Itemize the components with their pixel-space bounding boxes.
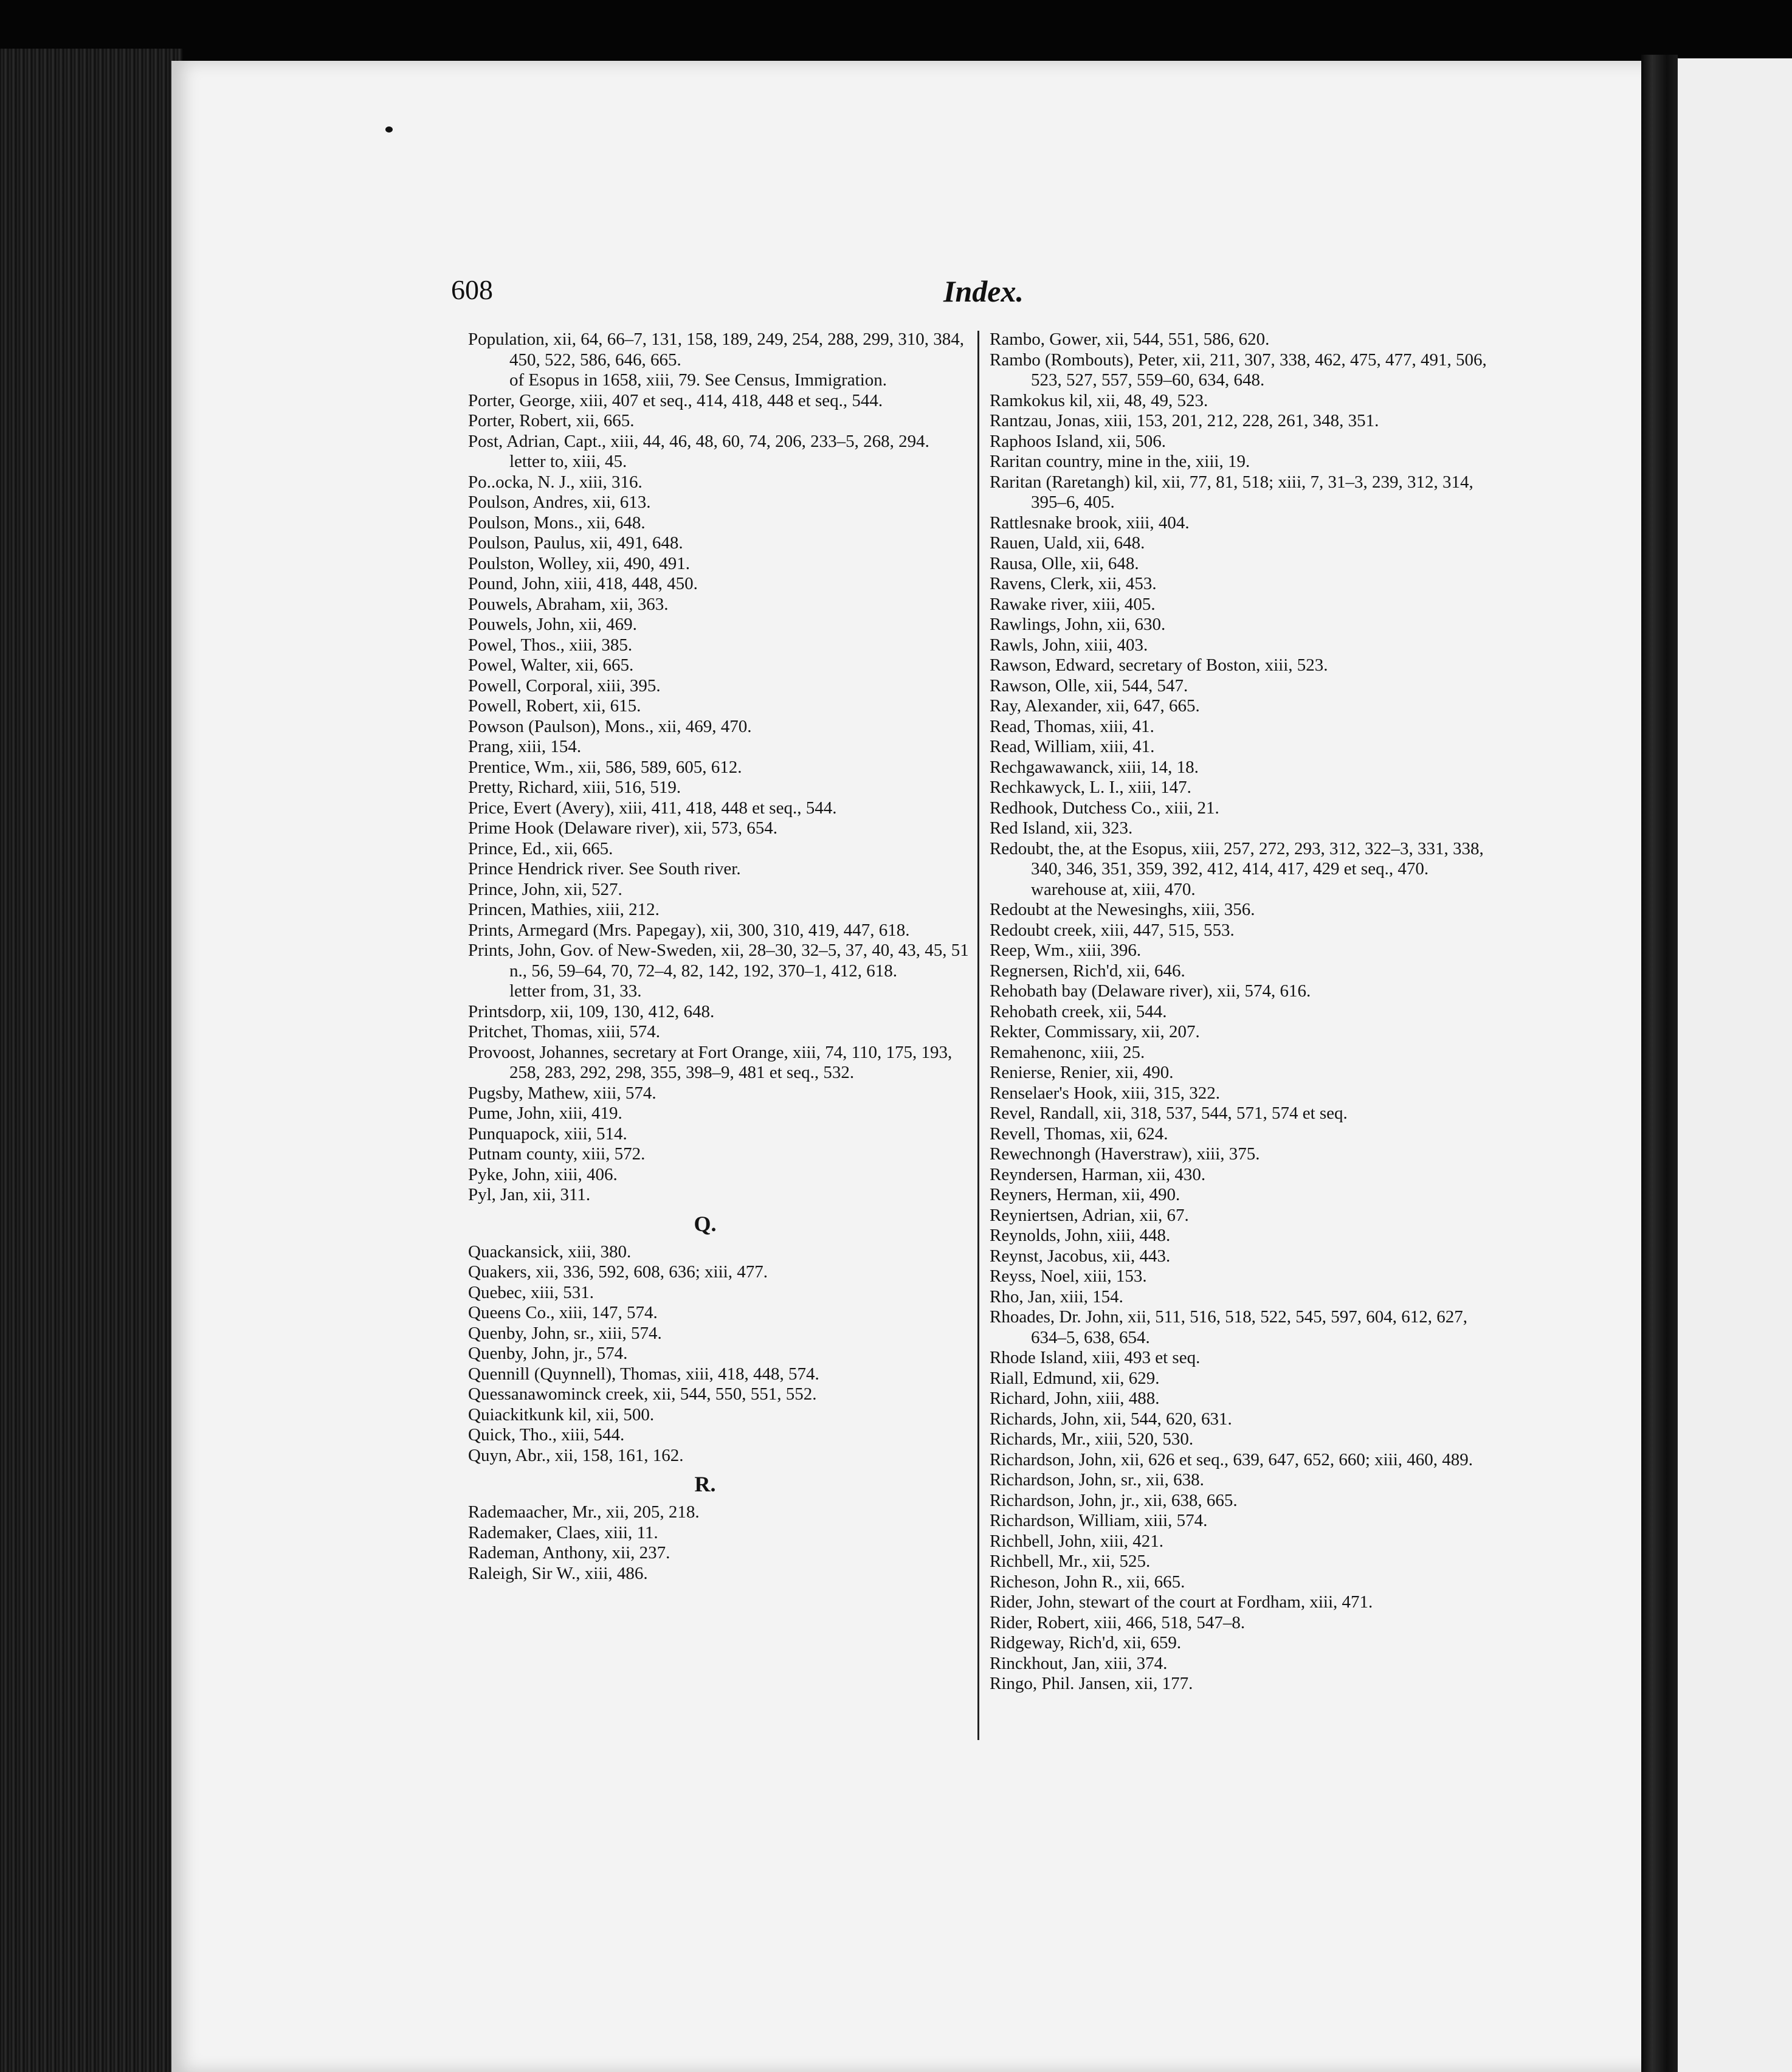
- index-entry: Po..ocka, N. J., xiii, 316.: [468, 472, 643, 492]
- section-heading-r: R.: [694, 1472, 716, 1496]
- index-entry: Printsdorp, xii, 109, 130, 412, 648.: [468, 1001, 715, 1021]
- index-entry: Porter, Robert, xii, 665.: [468, 411, 635, 430]
- page-title: Index.: [943, 274, 1024, 308]
- index-entry: Raphoos Island, xii, 506.: [990, 431, 1166, 451]
- index-entry: Richards, John, xii, 544, 620, 631.: [990, 1409, 1232, 1429]
- index-entry: Redoubt at the Newesinghs, xiii, 356.: [990, 900, 1255, 919]
- index-entry: Prince, John, xii, 527.: [468, 879, 622, 899]
- index-entry: Rambo (Rombouts), Peter, xii, 211, 307, 338, 462, 475, 477, 491, 506, 523, 527, 557, 559–60, 634, 648.: [990, 350, 1487, 390]
- index-entry: Redoubt creek, xiii, 447, 515, 553.: [990, 920, 1235, 940]
- index-entry: Rademan, Anthony, xii, 237.: [468, 1543, 670, 1563]
- index-entry: Princen, Mathies, xiii, 212.: [468, 900, 660, 919]
- page-header: [451, 274, 1497, 316]
- index-entry: Read, Thomas, xiii, 41.: [990, 716, 1154, 736]
- index-entry: Richardson, John, jr., xii, 638, 665.: [990, 1490, 1238, 1510]
- index-entry: Rider, John, stewart of the court at Fordham, xiii, 471.: [990, 1592, 1373, 1612]
- index-entry: Regnersen, Rich'd, xii, 646.: [990, 961, 1185, 981]
- index-entry: Pritchet, Thomas, xiii, 574.: [468, 1022, 661, 1041]
- index-entry: Powel, Thos., xiii, 385.: [468, 635, 633, 655]
- index-entry: Redoubt, the, at the Esopus, xiii, 257, 272, 293, 312, 322–3, 331, 338, 340, 346, 351, 359, 392, 412, 414, 417, 429 et seq., 470.: [990, 838, 1484, 879]
- index-entry: Quessanawominck creek, xii, 544, 550, 551, 552.: [468, 1384, 817, 1404]
- index-entry: Ravens, Clerk, xii, 453.: [990, 574, 1157, 593]
- index-entry: Red Island, xii, 323.: [990, 818, 1133, 838]
- q-entry-list: [468, 1242, 979, 1466]
- index-entry: Powell, Corporal, xiii, 395.: [468, 675, 661, 696]
- ink-speck: [385, 126, 393, 133]
- index-entry: Rademaacher, Mr., xii, 205, 218.: [468, 1502, 700, 1522]
- index-entry: Remahenonc, xiii, 25.: [990, 1042, 1145, 1062]
- index-entry: Reyners, Herman, xii, 490.: [990, 1185, 1180, 1204]
- index-entry: Rider, Robert, xiii, 466, 518, 547–8.: [990, 1612, 1246, 1632]
- index-entry: letter from, 31, 33.: [509, 981, 642, 1001]
- right-entry-list: [990, 330, 1495, 1694]
- index-entry: Putnam county, xiii, 572.: [468, 1144, 646, 1164]
- index-entry: Reyniertsen, Adrian, xii, 67.: [990, 1205, 1189, 1225]
- page-number: 608: [451, 274, 493, 305]
- index-entry: Reep, Wm., xiii, 396.: [990, 941, 1142, 960]
- index-entry: Pouwels, John, xii, 469.: [468, 615, 637, 634]
- index-entry: Rewechnongh (Haverstraw), xiii, 375.: [990, 1144, 1260, 1164]
- index-entry: Raritan country, mine in the, xiii, 19.: [990, 452, 1250, 471]
- index-entry: Rhode Island, xiii, 493 et seq.: [990, 1348, 1201, 1367]
- index-entry: Ringo, Phil. Jansen, xii, 177.: [990, 1674, 1193, 1693]
- index-entry: warehouse at, xiii, 470.: [1031, 879, 1196, 899]
- index-entry: Quyn, Abr., xii, 158, 161, 162.: [468, 1445, 684, 1465]
- index-entry: Prints, John, Gov. of New-Sweden, xii, 28–30, 32–5, 37, 40, 43, 45, 51 n., 56, 59–64, 70, 72–4, 82, 142, 192, 370–1, 412, 618.: [468, 941, 969, 981]
- index-entry: Population, xii, 64, 66–7, 131, 158, 189, 249, 254, 288, 299, 310, 384, 450, 522, 586, 646, 665.: [468, 330, 965, 370]
- index-entry: Pugsby, Mathew, xiii, 574.: [468, 1083, 656, 1103]
- index-entry: Rausa, Olle, xii, 648.: [990, 553, 1139, 573]
- index-entry: Raleigh, Sir W., xiii, 486.: [468, 1563, 648, 1583]
- index-entry: Quiackitkunk kil, xii, 500.: [468, 1404, 655, 1424]
- index-entry: Reyss, Noel, xiii, 153.: [990, 1266, 1147, 1286]
- index-entry: Prints, Armegard (Mrs. Papegay), xii, 300, 310, 419, 447, 618.: [468, 920, 910, 940]
- r-entry-list: [468, 1502, 979, 1584]
- section-heading-q: Q.: [694, 1211, 717, 1236]
- index-entry: Ridgeway, Rich'd, xii, 659.: [990, 1633, 1182, 1652]
- index-entry: Rekter, Commissary, xii, 207.: [990, 1022, 1200, 1041]
- index-entry: Punquapock, xiii, 514.: [468, 1124, 627, 1144]
- index-entry: Prince Hendrick river. See South river.: [468, 859, 741, 879]
- index-entry: Rantzau, Jonas, xiii, 153, 201, 212, 228, 261, 348, 351.: [990, 411, 1379, 430]
- index-entry: Rho, Jan, xiii, 154.: [990, 1286, 1123, 1307]
- index-entry: letter to, xiii, 45.: [509, 452, 627, 471]
- index-entry: Rhoades, Dr. John, xii, 511, 516, 518, 522, 545, 597, 604, 612, 627, 634–5, 638, 654.: [990, 1307, 1467, 1347]
- index-entry: Poulson, Andres, xii, 613.: [468, 492, 651, 512]
- index-entry: Rechkawyck, L. I., xiii, 147.: [990, 778, 1191, 797]
- index-entry: Rehobath creek, xii, 544.: [990, 1001, 1167, 1021]
- index-entry: Rattlesnake brook, xiii, 404.: [990, 513, 1190, 533]
- index-entry: Reynolds, John, xiii, 448.: [990, 1226, 1171, 1245]
- index-entry: Rinckhout, Jan, xiii, 374.: [990, 1653, 1168, 1673]
- index-entry: Prentice, Wm., xii, 586, 589, 605, 612.: [468, 757, 742, 777]
- index-entry: Richardson, John, sr., xii, 638.: [990, 1470, 1204, 1490]
- index-entry: Ray, Alexander, xii, 647, 665.: [990, 696, 1200, 716]
- index-entry: Prince, Ed., xii, 665.: [468, 838, 613, 858]
- index-entry: Quenby, John, sr., xiii, 574.: [468, 1323, 662, 1343]
- index-entry: Rademaker, Claes, xiii, 11.: [468, 1522, 658, 1542]
- index-entry: Richard, John, xiii, 488.: [990, 1389, 1160, 1408]
- index-entry: Richbell, John, xiii, 421.: [990, 1531, 1163, 1551]
- gutter-shadow: [1641, 55, 1678, 2072]
- index-entry: Rauen, Uald, xii, 648.: [990, 533, 1145, 553]
- index-entry: Quennill (Quynnell), Thomas, xiii, 418, 448, 574.: [468, 1364, 819, 1384]
- index-entry: Richardson, John, xii, 626 et seq., 639, 647, 652, 660; xiii, 460, 489.: [990, 1449, 1473, 1469]
- index-entry: Pyke, John, xiii, 406.: [468, 1164, 618, 1184]
- index-entry: Pound, John, xiii, 418, 448, 450.: [468, 574, 698, 593]
- index-entry: Post, Adrian, Capt., xiii, 44, 46, 48, 60, 74, 206, 233–5, 268, 294.: [468, 431, 929, 451]
- index-entry: Poulson, Paulus, xii, 491, 648.: [468, 533, 683, 553]
- index-entry: Powel, Walter, xii, 665.: [468, 655, 634, 675]
- index-entry: Read, William, xiii, 41.: [990, 737, 1155, 756]
- index-entry: Quebec, xiii, 531.: [468, 1282, 594, 1302]
- index-entry: Renselaer's Hook, xiii, 315, 322.: [990, 1083, 1220, 1103]
- index-entry: Poulson, Mons., xii, 648.: [468, 513, 646, 533]
- left-index-column: [468, 330, 979, 1584]
- left-entry-list: [468, 330, 979, 1206]
- index-entry: Rawson, Edward, secretary of Boston, xiii, 523.: [990, 655, 1328, 675]
- index-entry: Richbell, Mr., xii, 525.: [990, 1552, 1151, 1571]
- index-entry: Richards, Mr., xiii, 520, 530.: [990, 1429, 1194, 1449]
- index-entry: Powell, Robert, xii, 615.: [468, 696, 641, 716]
- index-entry: Reynst, Jacobus, xii, 443.: [990, 1246, 1171, 1266]
- index-entry: Richeson, John R., xii, 665.: [990, 1572, 1185, 1592]
- index-entry: Pume, John, xiii, 419.: [468, 1103, 622, 1123]
- index-entry: Quick, Tho., xiii, 544.: [468, 1425, 625, 1445]
- index-entry: Raritan (Raretangh) kil, xii, 77, 81, 518; xiii, 7, 31–3, 239, 312, 314, 395–6, 405.: [990, 472, 1473, 512]
- index-entry: Rawson, Olle, xii, 544, 547.: [990, 675, 1188, 696]
- index-entry: Pouwels, Abraham, xii, 363.: [468, 594, 669, 614]
- index-entry: Rambo, Gower, xii, 544, 551, 586, 620.: [990, 330, 1270, 349]
- index-entry: Rawlings, John, xii, 630.: [990, 615, 1166, 634]
- index-entry: Rawake river, xiii, 405.: [990, 594, 1156, 614]
- index-entry: Richardson, William, xiii, 574.: [990, 1511, 1208, 1530]
- index-entry: Riall, Edmund, xii, 629.: [990, 1368, 1160, 1388]
- index-entry: Rawls, John, xiii, 403.: [990, 635, 1148, 655]
- index-entry: Porter, George, xiii, 407 et seq., 414, 418, 448 et seq., 544.: [468, 390, 883, 410]
- index-entry: Rehobath bay (Delaware river), xii, 574, 616.: [990, 981, 1311, 1001]
- book-spine-shadow: [0, 49, 182, 2072]
- index-entry: Rechgawawanck, xiii, 14, 18.: [990, 757, 1199, 777]
- index-entry: Price, Evert (Avery), xiii, 411, 418, 448 et seq., 544.: [468, 798, 837, 818]
- index-entry: Provoost, Johannes, secretary at Fort Orange, xiii, 74, 110, 175, 193, 258, 283, 292, 298, 355, 398–9, 481 et seq., 532.: [468, 1042, 953, 1082]
- index-entry: Quackansick, xiii, 380.: [468, 1241, 632, 1262]
- index-entry: Revel, Randall, xii, 318, 537, 544, 571, 574 et seq.: [990, 1103, 1348, 1123]
- index-entry: Poulston, Wolley, xii, 490, 491.: [468, 553, 691, 573]
- index-entry: Renierse, Renier, xii, 490.: [990, 1063, 1174, 1082]
- index-entry: of Esopus in 1658, xiii, 79. See Census, Immigration.: [509, 370, 887, 390]
- index-entry: Reyndersen, Harman, xii, 430.: [990, 1164, 1206, 1184]
- right-index-column: [990, 330, 1495, 1694]
- index-entry: Redhook, Dutchess Co., xiii, 21.: [990, 798, 1219, 818]
- index-entry: Pretty, Richard, xiii, 516, 519.: [468, 778, 681, 797]
- facing-page-edge: [1678, 58, 1792, 2072]
- index-entry: Queens Co., xiii, 147, 574.: [468, 1303, 658, 1322]
- index-entry: Quakers, xii, 336, 592, 608, 636; xiii, 477.: [468, 1262, 768, 1282]
- index-entry: Prang, xiii, 154.: [468, 737, 582, 756]
- index-entry: Quenby, John, jr., 574.: [468, 1344, 628, 1363]
- index-entry: Revell, Thomas, xii, 624.: [990, 1124, 1168, 1144]
- index-entry: Powson (Paulson), Mons., xii, 469, 470.: [468, 716, 752, 736]
- index-entry: Pyl, Jan, xii, 311.: [468, 1185, 591, 1204]
- index-entry: Ramkokus kil, xii, 48, 49, 523.: [990, 390, 1208, 410]
- index-entry: Prime Hook (Delaware river), xii, 573, 654.: [468, 818, 777, 838]
